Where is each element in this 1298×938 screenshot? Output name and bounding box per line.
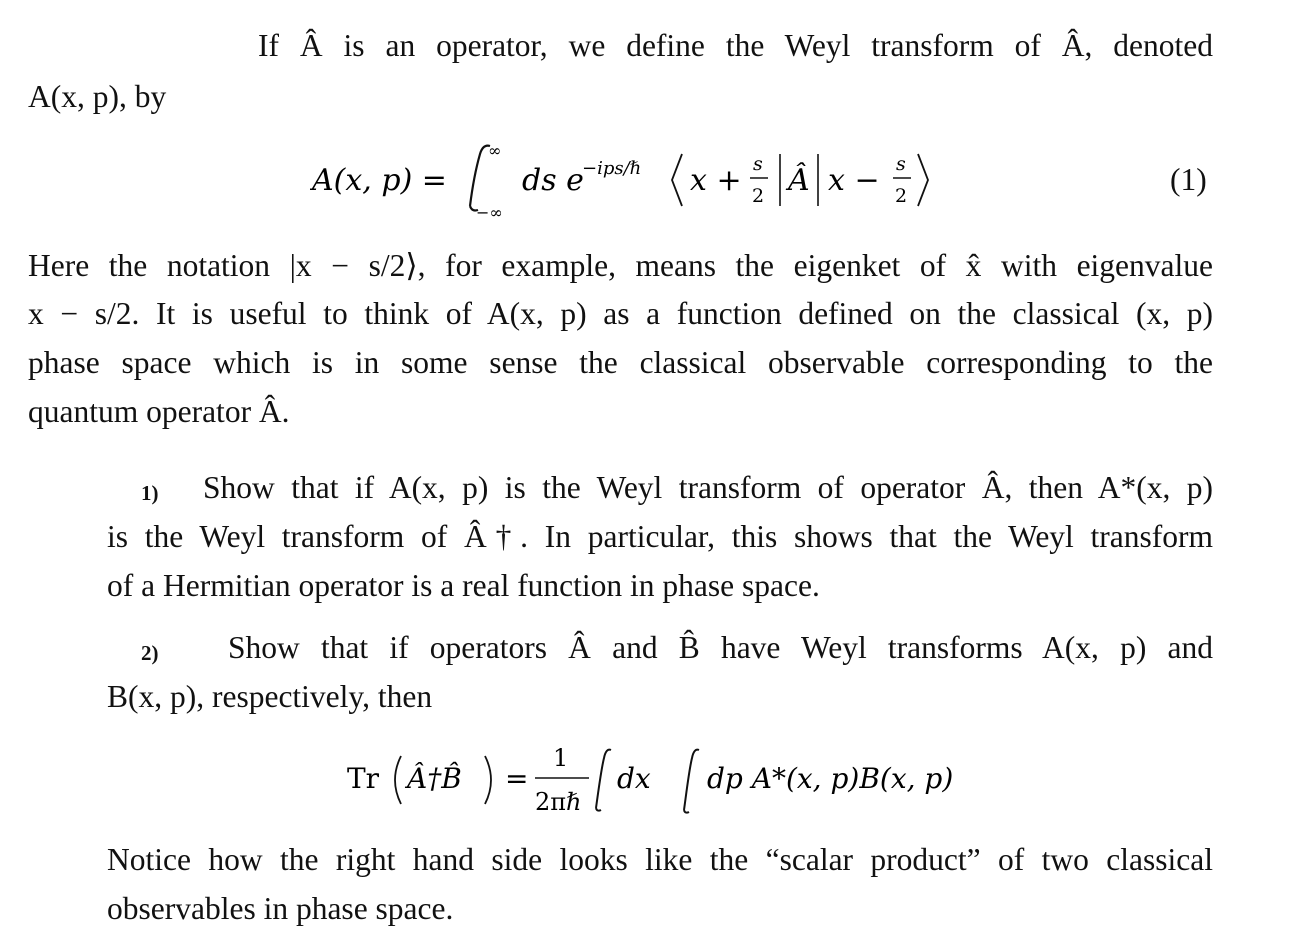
eq2-frac-num: 1 — [553, 744, 569, 772]
left-angle-bracket — [672, 154, 682, 206]
eq2-dx: dx — [617, 762, 651, 795]
notation-line-4: quantum operator Â. — [28, 394, 290, 429]
notation-line-2: x − s/2. It is useful to think of A(x, p) as a function defined on the classical (x, p) — [28, 296, 1213, 331]
eq2-equals: = — [505, 762, 529, 795]
right-paren — [485, 756, 491, 804]
right-angle-bracket — [918, 154, 928, 206]
problem-2-line-1: Show that if operators Â and B̂ have Weyl transforms A(x, p) and — [228, 630, 1213, 665]
eq2-rhs: dp A*(x, p)B(x, p) — [707, 762, 954, 795]
problem-1-number: 1) — [141, 481, 159, 505]
integral-sign-1 — [596, 750, 611, 811]
intro-line-1: If Â is an operator, we define the Weyl transform of Â, denoted — [258, 28, 1213, 63]
eq1-frac2-num: s — [896, 153, 906, 175]
problem-2-line-2: B(x, p), respectively, then — [107, 679, 433, 714]
integral-sign — [470, 146, 490, 211]
problem-1-line-2: is the Weyl transform of Â†. In particular, this shows that the Weyl transform — [107, 519, 1213, 554]
equation-1 — [310, 140, 950, 220]
equation-2-graphic — [345, 738, 985, 824]
left-paren — [395, 756, 401, 804]
problem-2-number: 2) — [141, 641, 159, 665]
eq1-bra-x: x + — [690, 163, 742, 198]
eq1-ket-x: x − — [828, 163, 880, 198]
equation-1-number: (1) — [1170, 162, 1207, 197]
eq1-lhs: A(x, p) = — [312, 163, 447, 198]
problem-1-line-1: Show that if A(x, p) is the Weyl transform of operator Â, then A*(x, p) — [203, 470, 1213, 505]
eq2-operators: Â†B̂ — [407, 762, 462, 795]
eq2-frac-den: 2πℏ — [535, 788, 582, 816]
eq2-tr: Tr — [347, 762, 380, 795]
equation-1-graphic — [310, 140, 950, 220]
eq1-integral-lower: −∞ — [476, 203, 503, 220]
integral-sign-2 — [684, 750, 699, 813]
eq1-exponent: −ips/ℏ — [582, 158, 642, 179]
eq1-operator: Â — [788, 163, 810, 198]
notation-line-3: phase space which is in some sense the classical observable corresponding to the — [28, 345, 1213, 380]
closing-line-1: Notice how the right hand side looks like the “scalar product” of two classical — [107, 842, 1213, 877]
notation-line-1: Here the notation |x − s/2⟩, for example, means the eigenket of x̂ with eigenvalue — [28, 248, 1213, 283]
eq1-frac1-den: 2 — [752, 185, 765, 207]
closing-line-2: observables in phase space. — [107, 891, 454, 926]
equation-2 — [345, 738, 985, 824]
eq1-integral-upper: ∞ — [488, 141, 502, 160]
eq1-frac1-num: s — [753, 153, 763, 175]
intro-line-2: A(x, p), by — [28, 79, 167, 114]
eq1-frac2-den: 2 — [895, 185, 908, 207]
eq1-ds-e: ds e — [522, 163, 584, 198]
problem-1-line-3: of a Hermitian operator is a real function in phase space. — [107, 568, 820, 603]
